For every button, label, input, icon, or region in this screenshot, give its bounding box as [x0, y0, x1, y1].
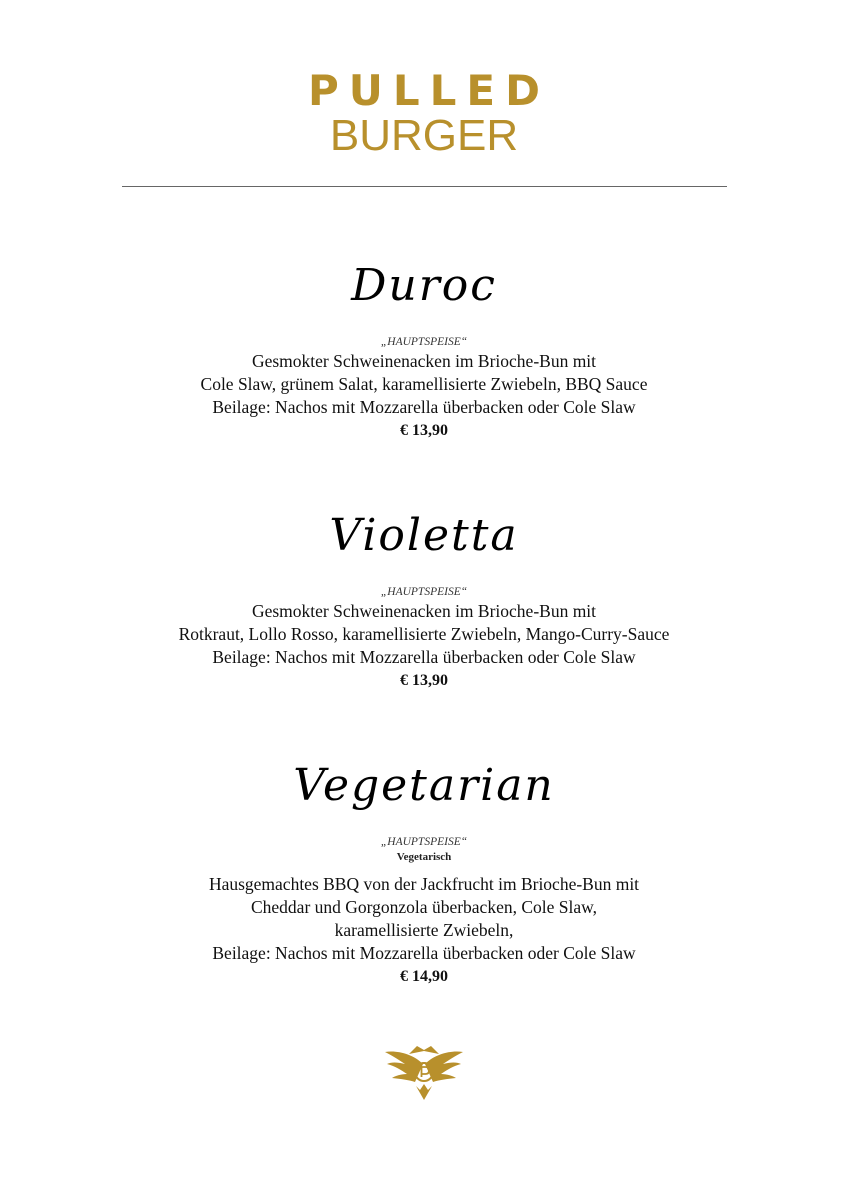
- eagle-p-crest-icon: [383, 1040, 465, 1102]
- item-description-line: Cole Slaw, grünem Salat, karamellisierte Zwiebeln, BBQ Sauce: [200, 374, 648, 394]
- item-name: Violetta: [329, 510, 519, 561]
- item-price: € 13,90: [400, 672, 448, 689]
- item-price: € 13,90: [400, 422, 448, 439]
- menu-item-vegetarian: [0, 756, 848, 989]
- item-name: Vegetarian: [293, 760, 555, 811]
- menu-item-violetta: [0, 506, 848, 693]
- menu-item-duroc: [0, 256, 848, 443]
- item-description-line: Cheddar und Gorgonzola überbacken, Cole Slaw,: [250, 897, 598, 917]
- item-description-line: karamellisierte Zwiebeln,: [334, 920, 514, 940]
- item-description-line: Gesmokter Schweinenacken im Brioche-Bun mit: [251, 351, 597, 371]
- title-burger: BURGER: [329, 111, 519, 160]
- menu-header: [0, 66, 848, 158]
- item-description-line: Beilage: Nachos mit Mozzarella überbacken oder Cole Slaw: [212, 397, 636, 417]
- item-category: „HAUPTSPEISE“: [380, 836, 468, 848]
- item-name: Duroc: [351, 260, 497, 311]
- item-price: € 14,90: [400, 968, 448, 985]
- item-description-line: Hausgemachtes BBQ von der Jackfrucht im Brioche-Bun mit: [208, 874, 640, 894]
- item-category: „HAUPTSPEISE“: [380, 586, 468, 598]
- item-subcategory: Vegetarisch: [396, 851, 452, 863]
- item-description-line: Beilage: Nachos mit Mozzarella überbacken oder Cole Slaw: [212, 943, 636, 963]
- title-pulled: PULLED: [308, 66, 550, 115]
- item-description-line: Gesmokter Schweinenacken im Brioche-Bun mit: [251, 601, 597, 621]
- item-category: „HAUPTSPEISE“: [380, 336, 468, 348]
- item-description-line: Beilage: Nachos mit Mozzarella überbacken oder Cole Slaw: [212, 647, 636, 667]
- header-divider: [122, 186, 727, 187]
- item-description-line: Rotkraut, Lollo Rosso, karamellisierte Zwiebeln, Mango-Curry-Sauce: [178, 624, 670, 644]
